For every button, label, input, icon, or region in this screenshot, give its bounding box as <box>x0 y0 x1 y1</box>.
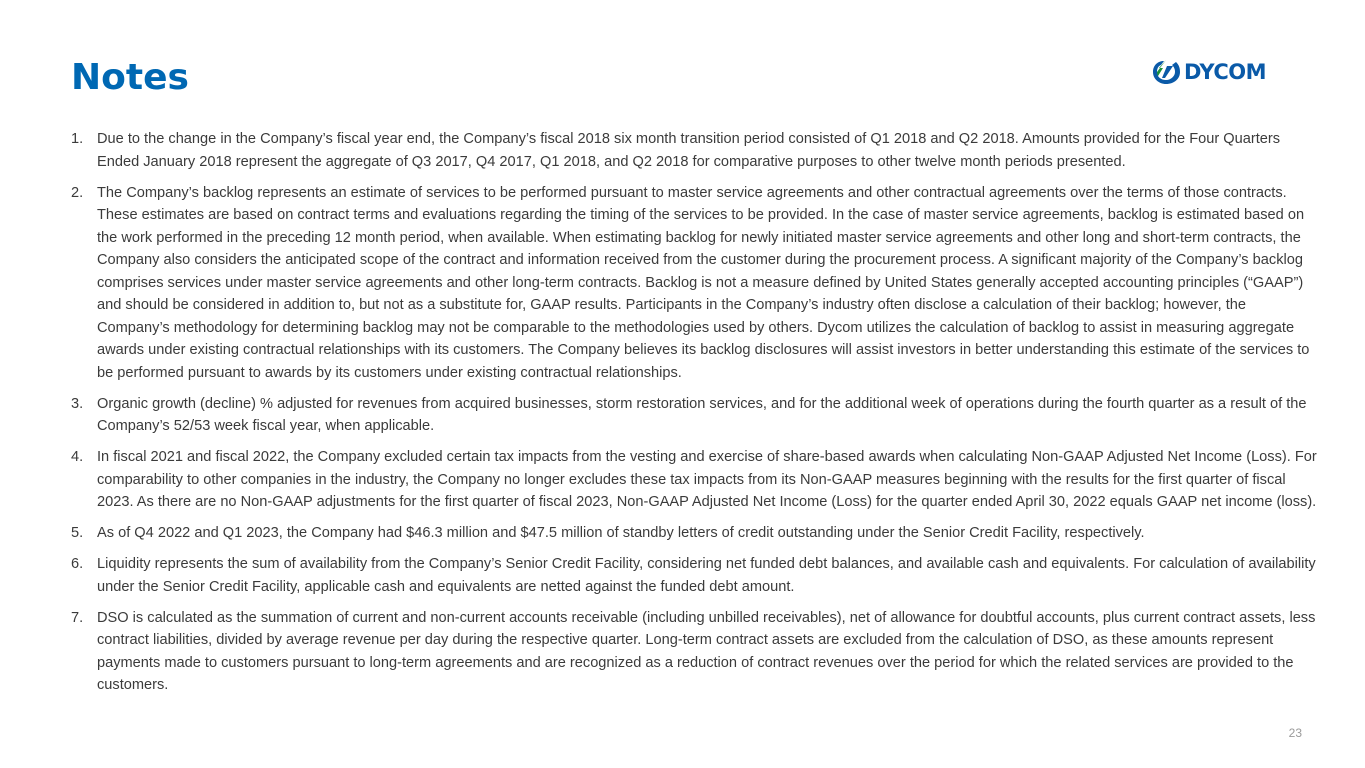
note-item <box>71 522 1321 545</box>
note-number: 1. <box>71 131 84 147</box>
note-item <box>71 446 1321 514</box>
note-text: The Company’s backlog represents an estimate of services to be performed pursuant to master service agreements and other contractual agreements over the terms of those contracts. These estimates are based on contract terms and evaluations regarding the timing of the services to be provided. In the case of master service agreements, backlog is estimated based on the work performed in the preceding 12 month period, when available. When estimating backlog for newly initiated master service agreements and other long and short-term contracts, the Company also considers the anticipated scope of the contract and information received from the customer during the procurement process. A significant majority of the Company’s backlog comprises services under master service agreements and other long-term contracts. Backlog is not a measure defined by United States generally accepted accounting principles (“GAAP”) and should be considered in addition to, but not as a substitute for, GAAP results. Participants in the Company’s industry often disclose a calculation of their backlog; however, the Company’s methodology for determining backlog may not be comparable to the methodologies used by others. Dycom utilizes the calculation of backlog to assist in measuring aggregate awards under existing contractual relationships with its customers. The Company believes its backlog disclosures will assist investors in better understanding this estimate of the services to be performed pursuant to awards by its customers under existing contractual relationships. <box>97 184 1310 381</box>
note-item <box>71 607 1321 697</box>
note-item <box>71 393 1321 438</box>
note-text: Liquidity represents the sum of availability from the Company’s Senior Credit Facility, considering net funded debt balances, and available cash and equivalents. For calculation of availability under the Senior Credit Facility, applicable cash and equivalents are netted against the funded debt amount. <box>97 556 1316 595</box>
note-number: 2. <box>71 184 84 201</box>
note-number: 7. <box>71 609 84 626</box>
company-logo <box>1150 58 1312 86</box>
note-text: In fiscal 2021 and fiscal 2022, the Company excluded certain tax impacts from the vesting and exercise of share-based awards when calculating Non-GAAP Adjusted Net Income (Loss). For comparability to other companies in the industry, the Company no longer excludes these tax impacts from its Non-GAAP measures beginning with the results for the first quarter of fiscal 2023. As there are no Non-GAAP adjustments for the first quarter of fiscal 2023, Non-GAAP Adjusted Net Income (Loss) for the quarter ended April 30, 2022 equals GAAP net income (loss). <box>97 449 1317 510</box>
note-number: 6. <box>71 556 84 572</box>
note-item <box>71 128 1321 173</box>
note-number: 5. <box>71 525 84 541</box>
note-item <box>71 553 1321 598</box>
notes-list <box>71 128 1321 705</box>
note-text: As of Q4 2022 and Q1 2023, the Company had $46.3 million and $47.5 million of standby letters of credit outstanding under the Senior Credit Facility, respectively. <box>97 525 1145 541</box>
note-item <box>71 182 1321 385</box>
note-text: Due to the change in the Company’s fiscal year end, the Company’s fiscal 2018 six month transition period consisted of Q1 2018 and Q2 2018. Amounts provided for the Four Quarters Ended January 2018 represent the aggregate of Q3 2017, Q4 2017, Q1 2018, and Q2 2018 for comparative purposes to other twelve month periods presented. <box>97 131 1281 170</box>
note-number: 4. <box>71 449 84 465</box>
note-text: DSO is calculated as the summation of current and non-current accounts receivable (including unbilled receivables), net of allowance for doubtful accounts, plus current contract assets, less contract liabilities, divided by average revenue per day during the respective quarter. Long-term contract assets are excluded from the calculation of DSO, as these amounts represent payments made to customers pursuant to long-term agreements and are recognized as a reduction of contract revenues over the period for which the related services are provided to the customers. <box>97 609 1316 693</box>
dycom-logo-mark-icon <box>1150 58 1182 86</box>
note-number: 3. <box>71 395 84 412</box>
note-text: Organic growth (decline) % adjusted for revenues from acquired businesses, storm restoration services, and for the additional week of operations during the fourth quarter as a result of the Company’s 52/53 week fiscal year, when applicable. <box>97 395 1307 434</box>
page-title: Notes <box>71 57 189 98</box>
page-number: 23 <box>1288 726 1302 740</box>
logo-wordmark: DYCOM <box>1184 60 1267 84</box>
